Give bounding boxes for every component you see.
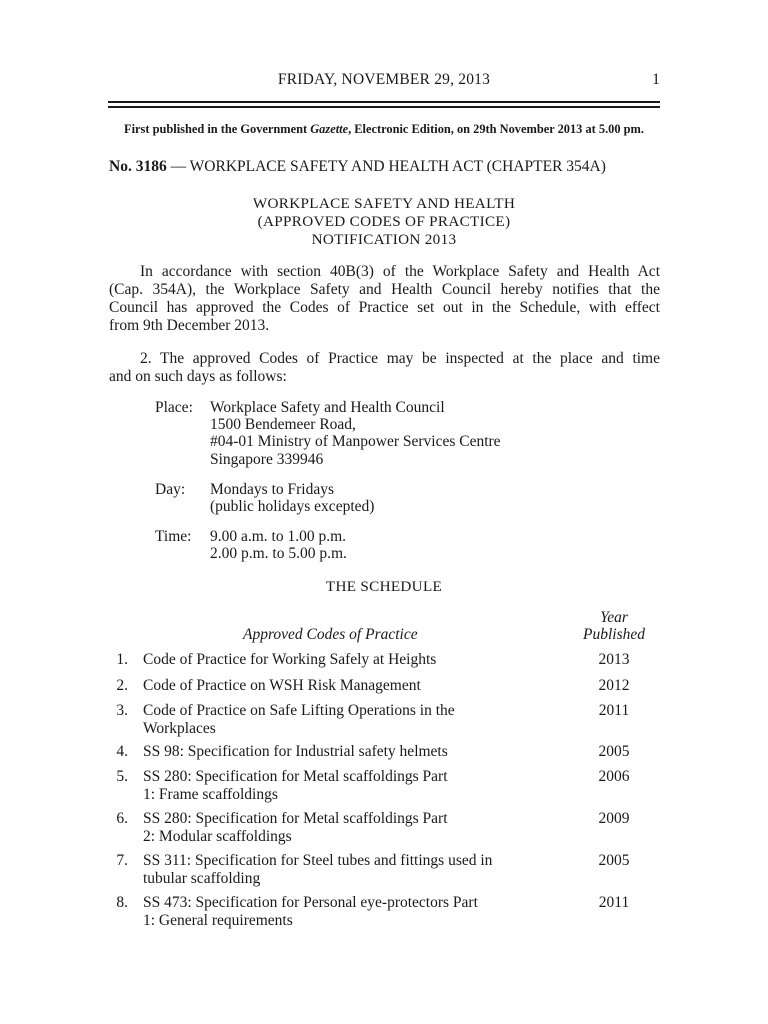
title-line-2: (APPROVED CODES OF PRACTICE) — [257, 213, 511, 230]
title-line-3: NOTIFICATION 2013 — [311, 231, 457, 248]
time-line: 2.00 p.m. to 5.00 p.m. — [210, 545, 347, 562]
time-line: 9.00 a.m. to 1.00 p.m. — [210, 528, 347, 545]
day-label: Day: — [155, 481, 186, 498]
schedule-heading: THE SCHEDULE — [325, 578, 443, 595]
day-line: (public holidays excepted) — [210, 498, 375, 515]
schedule-row-year: 2006 — [598, 768, 630, 785]
paragraph-1-line: In accordance with section 40B(3) of the Workplace Safety and Health Act — [140, 263, 660, 280]
schedule-row-year: 2009 — [598, 810, 630, 827]
header-rule-bottom — [108, 106, 660, 108]
paragraph-1-line: from 9th December 2013. — [109, 317, 270, 334]
schedule-row-number: 5. — [116, 768, 128, 785]
notice-act: — WORKPLACE SAFETY AND HEALTH ACT (CHAPTER 354A) — [166, 158, 606, 175]
place-line: Workplace Safety and Health Council — [210, 399, 445, 416]
schedule-row-text: Code of Practice on WSH Risk Management — [143, 677, 421, 694]
schedule-row-number: 2. — [116, 677, 128, 694]
title-line-1: WORKPLACE SAFETY AND HEALTH — [252, 195, 516, 212]
schedule-row-number: 1. — [116, 651, 128, 668]
schedule-row-number: 6. — [116, 810, 128, 827]
schedule-row-year: 2011 — [598, 702, 630, 719]
paragraph-1 — [109, 263, 660, 335]
schedule-row-text: SS 280: Specification for Metal scaffoldings Part 2: Modular scaffoldings — [143, 810, 448, 845]
place-label: Place: — [155, 399, 193, 416]
time-label: Time: — [155, 528, 192, 545]
place-line: #04-01 Ministry of Manpower Services Centre — [210, 433, 501, 450]
place-line: Singapore 339946 — [210, 451, 324, 468]
first-published-pre: First published in the Government — [124, 122, 311, 136]
paragraph-1-line: Council has approved the Codes of Practice set out in the Schedule, with effect — [109, 299, 660, 316]
schedule-row-text: SS 473: Specification for Personal eye-protectors Part 1: General requirements — [143, 894, 478, 929]
schedule-row-text: SS 280: Specification for Metal scaffoldings Part 1: Frame scaffoldings — [143, 768, 448, 803]
schedule-row-year: 2012 — [598, 677, 630, 694]
paragraph-1-line: (Cap. 354A), the Workplace Safety and Health Council hereby notifies that the — [109, 281, 660, 298]
paragraph-2-line: 2. The approved Codes of Practice may be inspected at the place and time — [140, 350, 660, 367]
column-header-codes: Approved Codes of Practice — [243, 626, 418, 643]
day-line: Mondays to Fridays — [210, 481, 334, 498]
schedule-row-text: SS 311: Specification for Steel tubes and fittings used in tubular scaffolding — [143, 852, 493, 887]
notice-number: No. 3186 — [109, 158, 167, 175]
schedule-row-number: 4. — [116, 743, 128, 760]
schedule-row-number: 8. — [116, 894, 128, 911]
schedule-row-number: 7. — [116, 852, 128, 869]
first-published-post: , Electronic Edition, on 29th November 2013 at 5.00 pm. — [348, 122, 644, 136]
paragraph-2-line: and on such days as follows: — [109, 368, 287, 385]
schedule-row-text: Code of Practice for Working Safely at Heights — [143, 651, 437, 668]
schedule-row-year: 2013 — [598, 651, 630, 668]
schedule-row-text: SS 98: Specification for Industrial safety helmets — [143, 743, 448, 760]
column-header-published: Published — [583, 626, 645, 643]
notice-heading — [109, 158, 606, 176]
schedule-row-text: Code of Practice on Safe Lifting Operations in the Workplaces — [143, 702, 455, 737]
schedule-row-year: 2005 — [598, 852, 630, 869]
column-header-year: Year — [600, 609, 628, 626]
page-number: 1 — [652, 71, 660, 88]
paragraph-2 — [109, 350, 660, 386]
schedule-row-number: 3. — [116, 702, 128, 719]
header-rule-top — [108, 101, 660, 103]
schedule-row-year: 2011 — [598, 894, 630, 911]
first-published-note — [0, 122, 768, 137]
first-published-gazette: Gazette — [310, 122, 349, 136]
header-date: FRIDAY, NOVEMBER 29, 2013 — [277, 71, 491, 88]
schedule-row-year: 2005 — [598, 743, 630, 760]
place-line: 1500 Bendemeer Road, — [210, 416, 356, 433]
